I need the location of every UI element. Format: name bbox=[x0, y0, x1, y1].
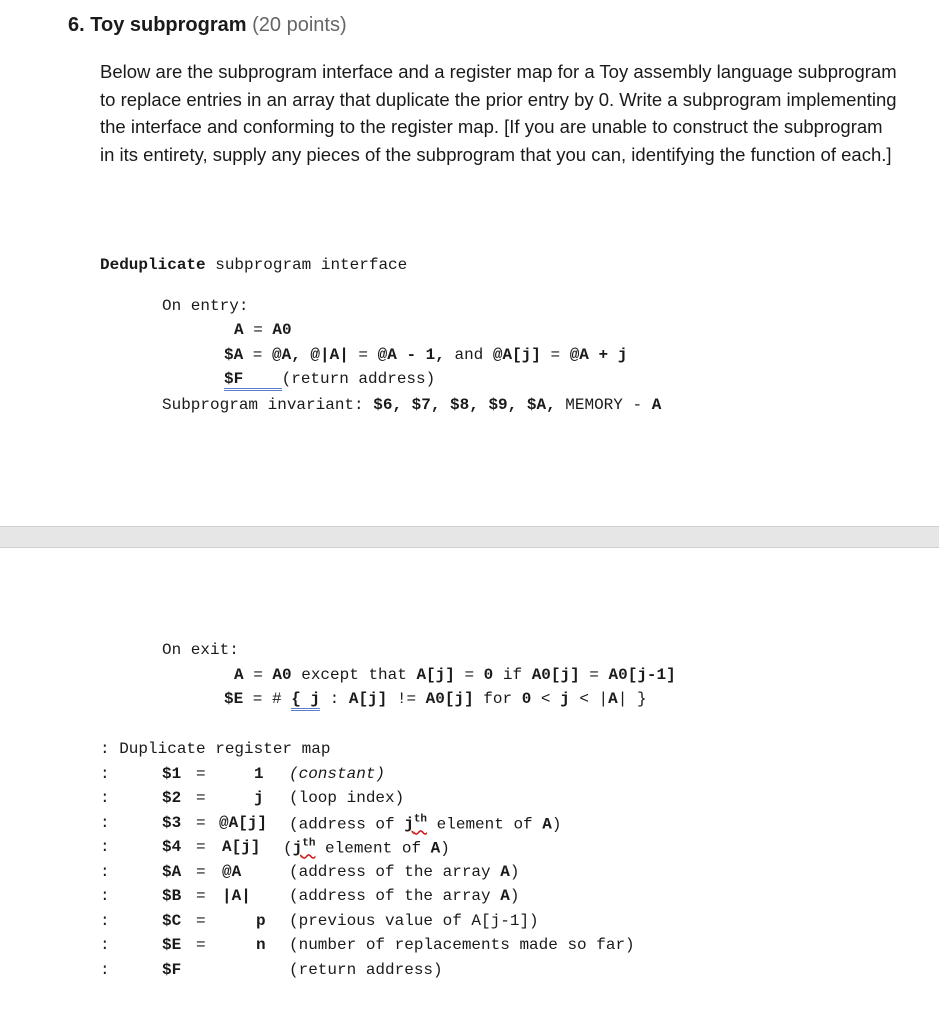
exit1-part: A[j] bbox=[416, 666, 455, 684]
exit2-part: : bbox=[320, 690, 349, 708]
question-name: Toy subprogram bbox=[90, 14, 247, 36]
regmap-desc bbox=[283, 838, 450, 857]
desc-a: A bbox=[500, 887, 510, 905]
regmap-desc bbox=[289, 863, 519, 881]
question-points: (20 points) bbox=[252, 14, 347, 36]
entry2-part: = bbox=[243, 346, 273, 364]
entry-line-2 bbox=[224, 346, 627, 364]
regmap-val: @A[j] bbox=[219, 814, 268, 832]
exit2-part: A0[j] bbox=[425, 690, 474, 708]
invariant-mem: MEMORY - bbox=[555, 396, 652, 414]
on-entry-label: On entry: bbox=[162, 297, 249, 315]
regmap-eq: = bbox=[196, 936, 206, 954]
regmap-desc: (number of replacements made so far) bbox=[289, 936, 635, 954]
exit1-part: if bbox=[493, 666, 532, 684]
entry2-part: = bbox=[348, 346, 378, 364]
exit1-part: A0[j-1] bbox=[608, 666, 676, 684]
regmap-val: @A bbox=[222, 863, 242, 881]
regmap-desc bbox=[289, 814, 561, 833]
entry2-part: @A - 1, bbox=[377, 346, 445, 364]
entry-a0: A0 bbox=[272, 321, 292, 339]
regmap-reg: $E bbox=[162, 936, 182, 954]
regmap-eq: = bbox=[196, 887, 206, 905]
regmap-colon: : bbox=[100, 887, 110, 905]
exit1-part: except that bbox=[291, 666, 417, 684]
regmap-reg: $B bbox=[162, 887, 182, 905]
regmap-val: n bbox=[256, 936, 266, 954]
regmap-val: j bbox=[254, 789, 264, 807]
exit2-part: for bbox=[473, 690, 522, 708]
desc-j-sup: th bbox=[413, 814, 428, 826]
regmap-colon: : bbox=[100, 912, 110, 930]
exit2-part: < bbox=[531, 690, 561, 708]
register-map-title: : Duplicate register map bbox=[100, 740, 331, 758]
subprogram-invariant bbox=[162, 396, 661, 414]
exit2-part: { j bbox=[291, 690, 320, 711]
regmap-colon: : bbox=[100, 863, 110, 881]
entry2-part: and bbox=[444, 346, 493, 364]
exit1-part: 0 bbox=[483, 666, 494, 684]
regmap-reg: $2 bbox=[162, 789, 182, 807]
question-number: 6. bbox=[68, 14, 85, 36]
desc-j-sym: j bbox=[404, 815, 414, 834]
desc-a: A bbox=[542, 815, 552, 834]
exit2-part: < | bbox=[569, 690, 609, 708]
entry2-part: @A + j bbox=[569, 346, 628, 364]
entry3-spacer bbox=[243, 370, 281, 391]
regmap-val: 1 bbox=[254, 765, 264, 783]
regmap-eq: = bbox=[196, 814, 206, 832]
regmap-eq: = bbox=[196, 838, 206, 856]
entry3-text: (return address) bbox=[281, 370, 436, 388]
exit2-part: $E bbox=[224, 690, 244, 708]
regmap-desc: (constant) bbox=[289, 765, 386, 783]
regmap-eq: = bbox=[196, 789, 206, 807]
desc-j-sup: th bbox=[302, 838, 316, 850]
desc-part: element of bbox=[427, 815, 543, 834]
desc-part: (address of the array bbox=[289, 863, 501, 881]
entry-eq: = bbox=[243, 321, 273, 339]
regmap-colon: : bbox=[100, 789, 110, 807]
exit1-part: A0 bbox=[272, 666, 292, 684]
desc-part: (address of bbox=[289, 815, 405, 834]
desc-part: ) bbox=[509, 863, 520, 881]
exit2-part: | } bbox=[617, 690, 647, 708]
entry2-part: = bbox=[540, 346, 570, 364]
exit2-part: = # bbox=[243, 690, 292, 708]
invariant-regs: $6, $7, $8, $9, $A, bbox=[373, 396, 556, 414]
regmap-val: |A| bbox=[222, 887, 251, 905]
regmap-reg: $3 bbox=[162, 814, 182, 832]
regmap-colon: : bbox=[100, 936, 110, 954]
regmap-colon: : bbox=[100, 961, 110, 979]
regmap-eq: = bbox=[196, 765, 206, 783]
exit2-part: j bbox=[560, 690, 570, 708]
exit2-part: A[j] bbox=[348, 690, 388, 708]
regmap-val: p bbox=[256, 912, 266, 930]
regmap-colon: : bbox=[100, 765, 110, 783]
desc-part: element of bbox=[315, 839, 431, 858]
desc-a: A bbox=[500, 863, 510, 881]
regmap-colon: : bbox=[100, 814, 110, 832]
page-divider bbox=[0, 526, 939, 548]
regmap-eq: = bbox=[196, 912, 206, 930]
entry-line-3 bbox=[224, 370, 435, 388]
entry2-part: @A, @|A| bbox=[272, 346, 349, 364]
regmap-reg: $C bbox=[162, 912, 182, 930]
exit1-part: = bbox=[454, 666, 484, 684]
entry3-reg: $F bbox=[224, 370, 243, 391]
desc-part: ) bbox=[509, 887, 520, 905]
regmap-eq: = bbox=[196, 863, 206, 881]
entry-a: A bbox=[234, 321, 244, 339]
regmap-reg: $1 bbox=[162, 765, 182, 783]
desc-part: (address of the array bbox=[289, 887, 501, 905]
exit2-part: != bbox=[387, 690, 426, 708]
desc-a: A bbox=[430, 839, 441, 858]
interface-name: Deduplicate bbox=[100, 256, 206, 274]
desc-part: ) bbox=[440, 839, 450, 858]
regmap-desc bbox=[289, 887, 519, 905]
regmap-colon: : bbox=[100, 838, 110, 856]
entry2-part: $A bbox=[224, 346, 244, 364]
exit2-part: 0 bbox=[521, 690, 532, 708]
on-exit-label: On exit: bbox=[162, 641, 239, 659]
interface-heading-rest: subprogram interface bbox=[205, 256, 408, 274]
exit1-part: A0[j] bbox=[531, 666, 580, 684]
regmap-reg: $4 bbox=[162, 838, 182, 856]
regmap-reg: $A bbox=[162, 863, 182, 881]
interface-heading bbox=[100, 256, 407, 274]
regmap-val: A[j] bbox=[222, 838, 261, 856]
desc-j-sym: j bbox=[292, 839, 303, 858]
exit1-part: A bbox=[234, 666, 244, 684]
exit-line-1 bbox=[234, 666, 676, 684]
exit2-part: A bbox=[608, 690, 618, 708]
desc-j bbox=[293, 839, 316, 857]
invariant-a: A bbox=[651, 396, 662, 414]
exit1-part: = bbox=[243, 666, 273, 684]
desc-j bbox=[404, 815, 427, 833]
exit-line-2 bbox=[224, 690, 647, 708]
question-prompt: Below are the subprogram interface and a register map for a Toy assembly language subprogram to replace entries in an array that duplicate the prior entry by 0. Write a subprogram implementing the interface and conforming to the register map. [If you are unable to construct the subprogram in its entirety, supply any pieces of the subprogram that you can, identifying the function of each.] bbox=[100, 61, 897, 165]
entry-line-1 bbox=[234, 321, 292, 339]
regmap-desc: (return address) bbox=[289, 961, 443, 979]
exit1-part: = bbox=[579, 666, 609, 684]
regmap-desc: (loop index) bbox=[289, 789, 405, 807]
regmap-reg: $F bbox=[162, 961, 182, 979]
desc-part: ( bbox=[283, 839, 293, 858]
regmap-desc: (previous value of A[j-1]) bbox=[289, 912, 539, 930]
entry2-part: @A[j] bbox=[492, 346, 541, 364]
question-title bbox=[68, 14, 347, 37]
invariant-label: Subprogram invariant: bbox=[162, 396, 374, 414]
desc-part: ) bbox=[551, 815, 562, 834]
